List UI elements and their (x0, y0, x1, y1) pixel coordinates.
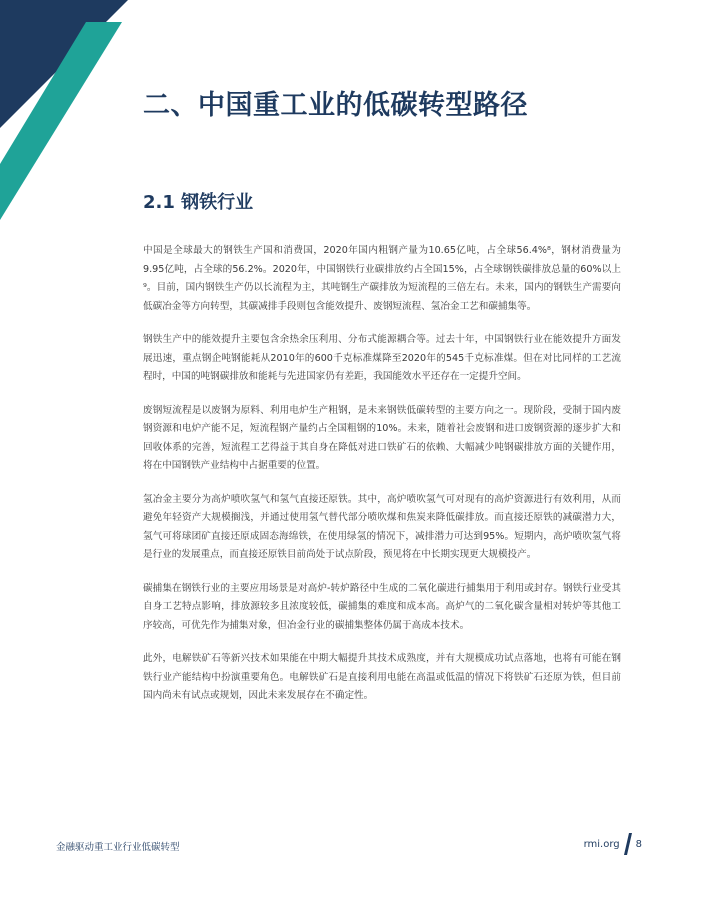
footer-page-info (584, 833, 642, 855)
corner-stripe-graphic (0, 0, 130, 230)
paragraph-scrap-eaf: 废钢短流程是以废钢为原料、利用电炉生产粗钢，是未来钢铁低碳转型的主要方向之一。现阶段，受制于国内废钢资源和电炉产能不足，短流程钢产量约占全国粗钢的10%。未来，随着社会废钢和进口废钢资源的逐步扩大和回收体系的完善，短流程工艺得益于其自身在降低对进口铁矿石的依赖、大幅减少吨钢碳排放方面的关键作用，将在中国钢铁产业结构中占据重要的位置。 (143, 404, 621, 471)
paragraph-steel-overview: 中国是全球最大的钢铁生产国和消费国，2020年国内粗钢产量为10.65亿吨，占全球56.4%⁸，钢材消费量为9.95亿吨，占全球的56.2%。2020年，中国钢铁行业碳排放约占全国15%，占全球钢铁碳排放总量的60%以上⁹。目前，国内钢铁生产仍以长流程为主，其吨钢生产碳排放为短流程的三倍左右。未来，国内的钢铁生产需要向低碳冶金等方向转型，其碳减排手段则包含能效提升、废钢短流程、氢冶金工艺和碳捕集等。 (143, 245, 621, 312)
slash-divider-icon (624, 833, 632, 855)
paragraph-carbon-capture: 碳捕集在钢铁行业的主要应用场景是对高炉-转炉路径中生成的二氧化碳进行捕集用于利用或封存。钢铁行业受其自身工艺特点影响，排放源较多且浓度较低，碳捕集的难度和成本高。高炉气的二氧化碳含量相对转炉等其他工序较高，可优先作为捕集对象，但冶金行业的碳捕集整体仍属于高成本技术。 (143, 582, 621, 631)
paragraph-hydrogen-metallurgy: 氢冶金主要分为高炉喷吹氢气和氢气直接还原铁。其中，高炉喷吹氢气可对现有的高炉资源进行有效利用，从而避免年轻资产大规模搁浅，并通过使用氢气替代部分喷吹煤和焦炭来降低碳排放。而直接还原铁的减碳潜力大，氢气可将球团矿直接还原成固态海绵铁，在使用绿氢的情况下，减排潜力可达到95%。短期内，高炉喷吹氢气将是行业的发展重点，而直接还原铁目前尚处于试点阶段，预见将在中长期实现更大规模投产。 (143, 493, 621, 560)
footer-site-link[interactable]: rmi.org (583, 838, 620, 850)
paragraph-emerging-tech: 此外，电解铁矿石等新兴技术如果能在中期大幅提升其技术成熟度，并有大规模成功试点落地，也将有可能在钢铁行业产能结构中扮演重要角色。电解铁矿石是直接利用电能在高温或低温的情况下将铁矿石还原为铁，但目前国内尚未有试点或规划，因此未来发展存在不确定性。 (143, 653, 621, 701)
paragraph-energy-efficiency: 钢铁生产中的能效提升主要包含余热余压利用、分布式能源耦合等。过去十年，中国钢铁行业在能效提升方面发展迅速，重点钢企吨钢能耗从2010年的600千克标准煤降至2020年的545千克标准煤。但在对比同样的工艺流程时，中国的吨钢碳排放和能耗与先进国家仍有差距，我国能效水平还存在一定提升空间。 (143, 334, 621, 382)
page-number: 8 (635, 838, 642, 850)
body-text (143, 242, 621, 721)
footer-report-title: 金融驱动重工业行业低碳转型 (56, 842, 180, 853)
section-title: 二、中国重工业的低碳转型路径 (143, 90, 528, 121)
subsection-title: 2.1 钢铁行业 (143, 192, 254, 213)
